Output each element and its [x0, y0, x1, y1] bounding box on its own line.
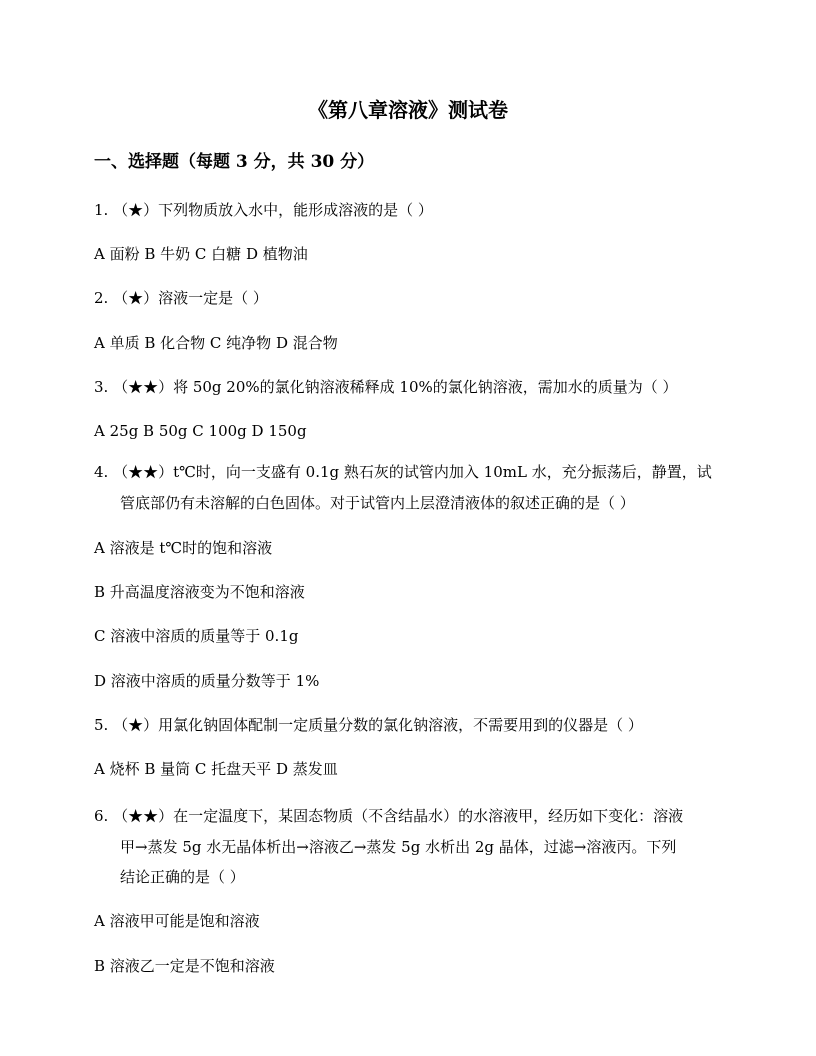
question-5-stem: 5. （★）用氯化钠固体配制一定质量分数的氯化钠溶液，不需要用到的仪器是（ ） — [94, 716, 643, 734]
question-6-stem-line-3: 结论正确的是（ ） — [120, 868, 245, 886]
page-title: 《第八章溶液》测试卷 — [308, 98, 508, 122]
question-4-option-d: D 溶液中溶质的质量分数等于 1% — [94, 672, 320, 690]
question-6-stem-line-1: 6. （★★）在一定温度下，某固态物质（不含结晶水）的水溶液甲，经历如下变化：溶液 — [94, 807, 684, 825]
question-4-stem-line-1: 4. （★★）t℃时，向一支盛有 0.1g 熟石灰的试管内加入 10mL 水，充分振荡后，静置，试 — [94, 463, 712, 481]
question-3-stem: 3. （★★）将 50g 20%的氯化钠溶液稀释成 10%的氯化钠溶液，需加水的质量为（ ） — [94, 378, 678, 396]
question-5-options: A 烧杯 B 量筒 C 托盘天平 D 蒸发皿 — [94, 760, 338, 778]
question-4-option-b: B 升高温度溶液变为不饱和溶液 — [94, 583, 305, 601]
section-heading: 一、选择题（每题 3 分，共 30 分） — [94, 152, 375, 172]
question-3-options: A 25g B 50g C 100g D 150g — [94, 422, 307, 440]
question-4-option-c: C 溶液中溶质的质量等于 0.1g — [94, 627, 299, 645]
question-6-option-a: A 溶液甲可能是饱和溶液 — [94, 912, 260, 930]
question-1-options: A 面粉 B 牛奶 C 白糖 D 植物油 — [94, 245, 308, 263]
question-4-option-a: A 溶液是 t℃时的饱和溶液 — [94, 539, 273, 557]
question-4-stem-line-2: 管底部仍有未溶解的白色固体。对于试管内上层澄清液体的叙述正确的是（ ） — [120, 494, 635, 512]
question-2-stem: 2. （★）溶液一定是（ ） — [94, 289, 268, 307]
question-6-stem-line-2: 甲→蒸发 5g 水无晶体析出→溶液乙→蒸发 5g 水析出 2g 晶体，过滤→溶液丙。下列 — [120, 838, 677, 856]
question-1-stem: 1. （★）下列物质放入水中，能形成溶液的是（ ） — [94, 201, 433, 219]
question-6-option-b: B 溶液乙一定是不饱和溶液 — [94, 957, 275, 975]
question-2-options: A 单质 B 化合物 C 纯净物 D 混合物 — [94, 334, 338, 352]
